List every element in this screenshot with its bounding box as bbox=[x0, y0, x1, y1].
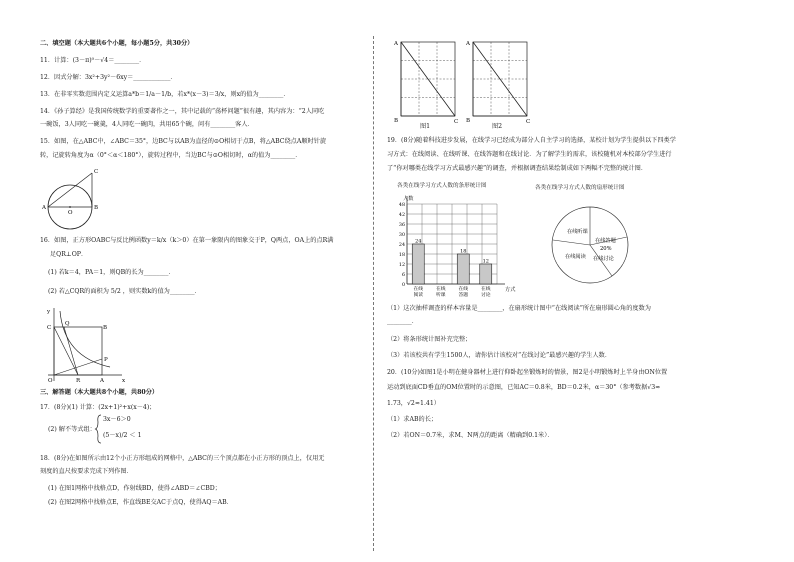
bar-xlabel: 方式 bbox=[505, 287, 516, 293]
question-19-part-1-blank: ________． bbox=[387, 318, 418, 325]
question-16-line-1: 16．如图，正方形OABC与反比例函数y＝k/x（k＞0）在第一象限内的图象交于P，Q两点，OA上的点R满 bbox=[40, 237, 334, 244]
question-19-part-3: （3）若该校共有学生1500人，请你估计该校对“在线讨论”最感兴趣的学生人数． bbox=[387, 352, 612, 359]
question-13: 13．在非零实数范围内定义运算a*b＝1/a－1/b，若x*(x－3)＝3/x，则x的值为________． bbox=[40, 91, 290, 98]
pie-chart bbox=[545, 200, 635, 290]
question-19-line-2: 习方式：在线阅读、在线听课、在线答题和在线讨论．为了解学生的需求，该校随机对本校部分学生进行 bbox=[387, 151, 672, 158]
label-o: O bbox=[68, 210, 73, 216]
right-column bbox=[375, 0, 794, 562]
bar-category-label: 在线 bbox=[458, 287, 469, 292]
bar-category-label: 在线 bbox=[435, 287, 446, 292]
question-16-line-2: 足QR⊥OP． bbox=[50, 251, 88, 258]
question-20-part-2: （2）若ON＝0.7米，求M、N两点的距离（精确到0.1米）． bbox=[387, 432, 554, 439]
question-20-line-3: 1.73，√2≈1.41） bbox=[387, 400, 440, 407]
bar-data-label: 24 bbox=[415, 238, 422, 245]
bar-ytick-label: 48 bbox=[398, 202, 405, 208]
label-c: C bbox=[526, 119, 531, 125]
bar-ytick-label: 42 bbox=[398, 212, 405, 218]
figure-1-caption: 图1 bbox=[420, 123, 431, 130]
question-19-line-3: 了“你对哪类在线学习方式最感兴趣”的调查，并根据调查结果绘制成如下两幅不完整的统计图． bbox=[387, 165, 648, 172]
question-14-line-2: 一碗饭，3人同吃一碗羹，4人同吃一碗肉，共用65个碗，问有________客人． bbox=[40, 121, 254, 128]
bar-ytick-label: 30 bbox=[398, 232, 405, 238]
inequality-1: 3x－6＞0 bbox=[103, 416, 131, 423]
grid-figure-2 bbox=[465, 38, 535, 125]
bar bbox=[412, 244, 424, 284]
label-a: A bbox=[394, 41, 398, 47]
segment-op bbox=[54, 359, 102, 375]
section-3-title: 三、解答题（本大题共8个小题，共80分） bbox=[40, 389, 159, 396]
question-20-line-1: 20．(10分)如图1是小明在健身器材上进行仰卧起坐锻炼时的情景，图2是小明锻炼时上半身由ON位置 bbox=[387, 369, 668, 376]
question-18-line-2: 刻度的直尺按要求完成下列作图． bbox=[40, 468, 133, 475]
question-20-line-2: 运动到底面CD垂直的OM位置时的示意图，已知AC＝0.8米，BD＝0.2米，α＝30°（参考数据√3≈ bbox=[387, 384, 661, 391]
bar bbox=[457, 254, 469, 284]
question-11: 11．计算：(3－π)⁰－√4＝________． bbox=[40, 57, 146, 64]
segment-ac bbox=[48, 173, 92, 207]
question-18-line-1: 18．(8分)在如图所示由12个小正方形组成的网格中，△ABC的三个顶点都在小正方形的顶点上，仅用无 bbox=[40, 455, 325, 462]
label-a2: A bbox=[100, 378, 104, 384]
question-17-line-1: 17．(8分)(1) 计算：(2x+1)²+x(x－4)； bbox=[40, 404, 156, 411]
bar-ytick-label: 12 bbox=[398, 262, 405, 268]
label-c: C bbox=[454, 119, 459, 125]
bar bbox=[480, 264, 492, 284]
bar-category-label-2: 阅读 bbox=[413, 293, 424, 298]
center-point bbox=[69, 206, 71, 208]
left-column bbox=[0, 0, 375, 562]
question-18-part-2: (2) 在图2网格中找格点E，作直线BE交AC于点Q，使得AQ＝AB． bbox=[48, 499, 233, 506]
pie-chart-title: 各类在线学习方式人数的扇形统计图 bbox=[535, 185, 625, 191]
label-p: P bbox=[104, 357, 108, 363]
bar-ylabel: 人数 bbox=[403, 196, 414, 202]
bar-category-label-2: 听课 bbox=[435, 293, 446, 298]
question-19-part-2: （2）将条形统计图补充完整； bbox=[387, 336, 472, 343]
pie-slice-label-dati: 在线答题 bbox=[595, 238, 616, 244]
label-o2: O bbox=[48, 378, 53, 384]
pie-slice-label-taolun: 在线讨论 bbox=[593, 256, 614, 262]
pie-divider-4 bbox=[553, 240, 590, 245]
bar-data-label: 18 bbox=[460, 248, 467, 255]
circle-tangent-figure bbox=[40, 165, 110, 225]
bar-category-label: 在线 bbox=[413, 287, 424, 292]
bar-ytick-label: 18 bbox=[398, 252, 405, 258]
bar-data-label: 12 bbox=[482, 258, 489, 265]
label-b: B bbox=[466, 118, 471, 124]
question-16-part-2: (2) 若△CQR的面积为 5/2 ，则实数k的值为________． bbox=[48, 288, 201, 295]
label-c2: C bbox=[47, 325, 52, 331]
label-x: x bbox=[122, 378, 126, 384]
question-12: 12．因式分解：3x²+3y²－6xy＝____________． bbox=[40, 74, 177, 81]
question-19-line-1: 19．(8分)随着科技进步发展，在线学习已经成为部分人自主学习的选择，某校计划为学生提供以下四类学 bbox=[387, 137, 676, 144]
bar-category-label-2: 讨论 bbox=[480, 293, 491, 298]
grid-figure-1 bbox=[393, 38, 463, 125]
label-r: R bbox=[76, 378, 81, 384]
label-a: A bbox=[466, 41, 470, 47]
label-y: y bbox=[47, 309, 51, 315]
label-c: C bbox=[94, 169, 99, 175]
bar-category-label: 在线 bbox=[480, 287, 491, 292]
question-19-part-1: （1）这次抽样调查的样本容量是________，在扇形统计图中“在线阅读”所在扇形圆心角的度数为 bbox=[387, 305, 651, 312]
question-15-line-2: 转，记旋转角度为α（0°＜α＜180°），旋转过程中，当边BC与⊙O相切时，α的值为________． bbox=[40, 152, 302, 159]
bar-ytick-label: 0 bbox=[401, 282, 405, 288]
bar-category-label-2: 答题 bbox=[458, 293, 469, 298]
question-16-part-1: (1) 若k＝4，PA＝1，则QB的长为________． bbox=[48, 269, 175, 276]
figure-2-caption: 图2 bbox=[492, 123, 503, 130]
question-15-line-1: 15．如图，在△ABC中，∠ABC＝35°，边BC与以AB为直径的⊙O相切于点B，将△ABC绕点A顺时针旋 bbox=[40, 138, 327, 145]
inequality-brace bbox=[95, 414, 103, 444]
label-q: Q bbox=[65, 321, 70, 327]
bar-chart bbox=[387, 192, 537, 304]
square-hyperbola-figure bbox=[38, 305, 128, 385]
label-b: B bbox=[394, 118, 399, 124]
question-17-line-2: (2) 解不等式组： bbox=[48, 426, 96, 433]
question-20-part-1: （1）求AB的长； bbox=[387, 416, 438, 423]
inequality-2: (5－x)/2 ＜ 1 bbox=[103, 432, 142, 439]
pie-slice-label-tingke: 在线听课 bbox=[567, 229, 588, 235]
square-oabc bbox=[54, 327, 102, 375]
bar-ytick-label: 36 bbox=[398, 222, 405, 228]
pie-slice-percent-dati: 20% bbox=[600, 246, 612, 252]
question-18-part-1: (1) 在图1网格中找格点D，作射线BD，使得∠ABD＝∠CBD； bbox=[48, 485, 221, 492]
bar-ytick-label: 24 bbox=[398, 242, 405, 248]
label-a: A bbox=[42, 205, 46, 211]
bar-ytick-label: 6 bbox=[401, 272, 405, 278]
section-2-title: 二、填空题（本大题共6个小题，每小题5分，共30分） bbox=[40, 40, 194, 47]
question-14-line-1: 14．《孙子算经》是我国传统数学的重要著作之一，其中记载的“荡杯问题”很有趣，其内容为：“2人同吃 bbox=[40, 108, 325, 115]
bar-chart-title: 各类在线学习方式人数的条形统计图 bbox=[397, 183, 487, 189]
pie-slice-label-yuedu: 在线阅读 bbox=[565, 254, 586, 260]
label-b2: B bbox=[103, 325, 108, 331]
label-b: B bbox=[94, 205, 99, 211]
